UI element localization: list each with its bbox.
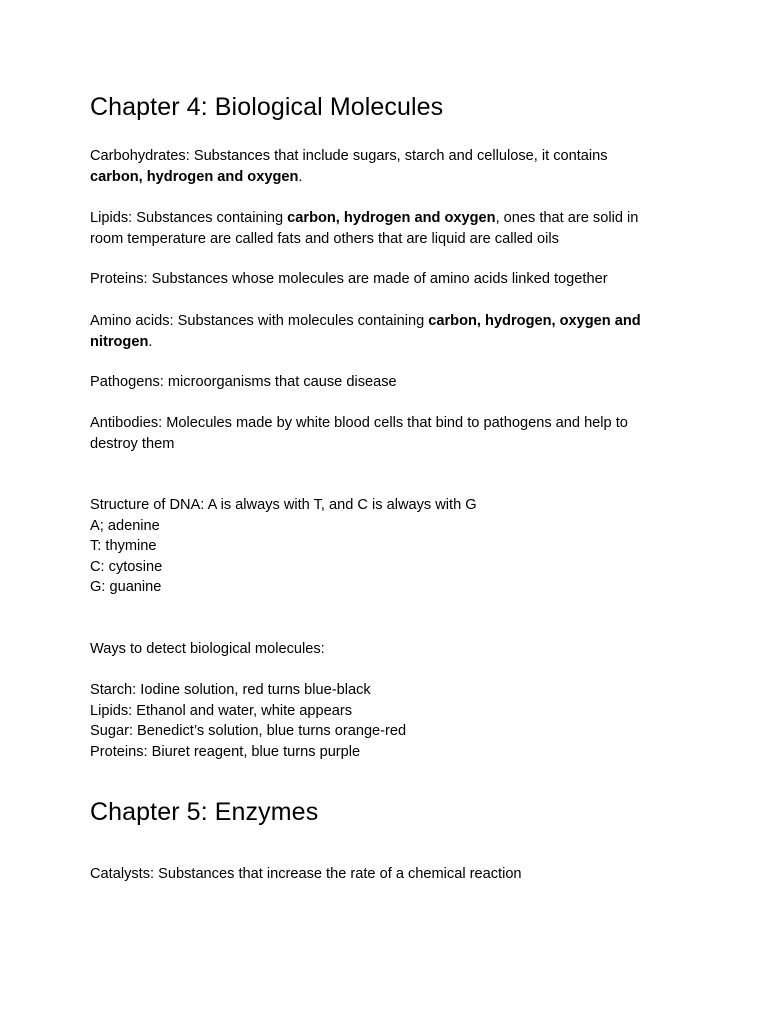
- test-proteins: Proteins: Biuret reagent, blue turns purple: [90, 743, 361, 760]
- lipids-prefix: Lipids: Substances containing: [90, 210, 288, 226]
- dna-base-adenine: A; adenine: [90, 517, 160, 534]
- amino-acids-prefix: Amino acids: Substances with molecules containing: [90, 313, 429, 329]
- pathogens-line: Pathogens: microorganisms that cause disease: [90, 374, 397, 390]
- test-lipids: Lipids: Ethanol and water, white appears: [90, 702, 353, 719]
- carbohydrates-line-1: Carbohydrates: Substances that include sugars, starch and cellulose, it contains: [90, 148, 608, 164]
- amino-acids-period: .: [148, 333, 153, 350]
- detect-tests-list: [90, 680, 680, 762]
- dna-base-cytosine: C: cytosine: [90, 558, 163, 575]
- amino-acids-line-1: [90, 311, 680, 332]
- lipids-line-2: room temperature are called fats and others that are liquid are called oils: [90, 230, 559, 247]
- chapter-4-heading: Chapter 4: Biological Molecules: [90, 93, 444, 121]
- lipids-suffix: , ones that are solid in: [495, 210, 639, 226]
- catalysts-paragraph: [90, 864, 680, 885]
- dna-structure-title: Structure of DNA: A is always with T, and C is always with G: [90, 497, 477, 513]
- proteins-paragraph: [90, 269, 680, 290]
- pathogens-paragraph: [90, 372, 680, 393]
- catalysts-line: Catalysts: Substances that increase the rate of a chemical reaction: [90, 866, 522, 882]
- dna-structure-paragraph: [90, 495, 680, 598]
- carbohydrates-bold-elements: carbon, hydrogen and oxygen: [90, 168, 299, 185]
- lipids-paragraph: [90, 208, 680, 249]
- test-starch: Starch: Iodine solution, red turns blue-black: [90, 682, 371, 698]
- carbohydrates-period: .: [298, 168, 303, 185]
- dna-base-guanine: G: guanine: [90, 579, 162, 596]
- chapter-5-heading: Chapter 5: Enzymes: [90, 798, 319, 826]
- amino-acids-bold-elements: carbon, hydrogen, oxygen and: [428, 313, 641, 329]
- lipids-bold-elements: carbon, hydrogen and oxygen: [287, 210, 496, 226]
- antibodies-paragraph: [90, 413, 680, 454]
- amino-acids-paragraph: [90, 311, 680, 352]
- amino-acids-bold-nitrogen: nitrogen: [90, 333, 149, 350]
- proteins-line: Proteins: Substances whose molecules are made of amino acids linked together: [90, 271, 608, 287]
- dna-base-thymine: T: thymine: [90, 538, 157, 555]
- detect-molecules-title: [90, 639, 680, 660]
- test-sugar: Sugar: Benedict’s solution, blue turns orange-red: [90, 723, 407, 740]
- antibodies-line-2: destroy them: [90, 435, 175, 452]
- detect-title-line: Ways to detect biological molecules:: [90, 641, 325, 657]
- antibodies-line-1: Antibodies: Molecules made by white blood cells that bind to pathogens and help to: [90, 415, 628, 431]
- carbohydrates-line-2: [90, 167, 680, 188]
- amino-acids-line-2: [90, 332, 680, 353]
- lipids-line-1: [90, 208, 680, 229]
- carbohydrates-paragraph: [90, 146, 680, 187]
